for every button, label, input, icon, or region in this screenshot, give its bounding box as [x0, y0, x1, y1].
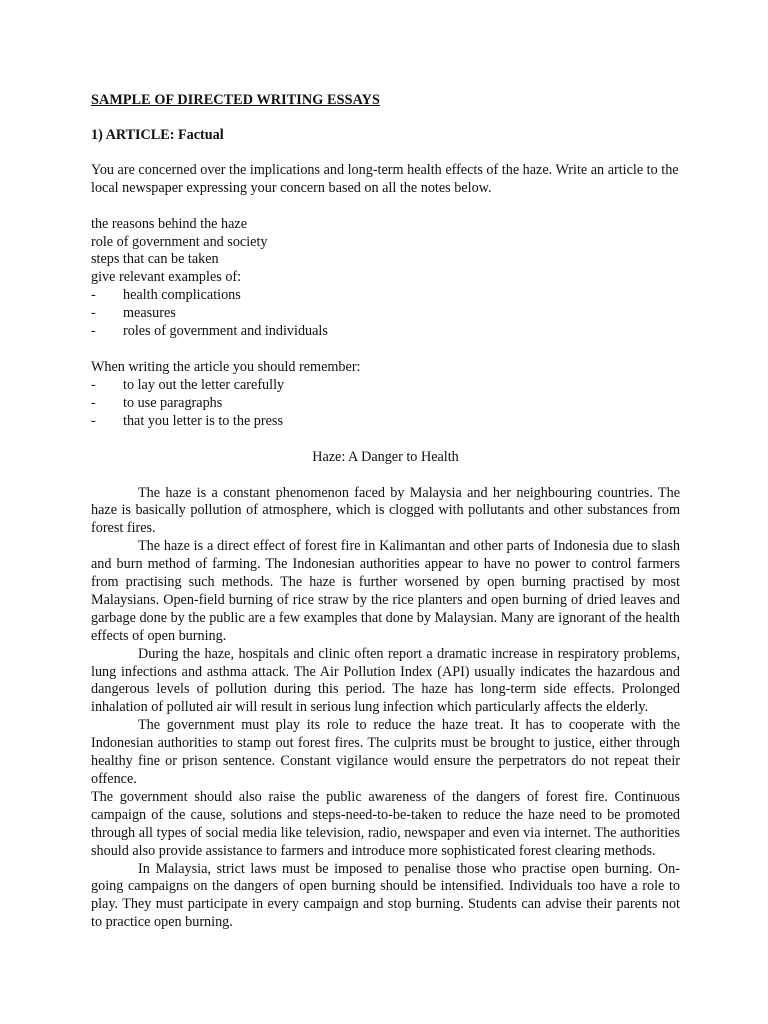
document-heading: SAMPLE OF DIRECTED WRITING ESSAYS [91, 92, 380, 108]
bullet-dash: - [91, 323, 96, 340]
note-bullet [91, 287, 680, 305]
bullet-dash: - [91, 287, 96, 304]
essay-title: Haze: A Danger to Health [312, 448, 459, 465]
remember-bullet [91, 377, 680, 395]
note-line: role of government and society [91, 233, 268, 250]
bullet-dash: - [91, 412, 96, 429]
bullet-dash: - [91, 305, 96, 322]
bullet-dash: - [91, 376, 96, 393]
note-bullet-text: roles of government and individuals [123, 323, 328, 340]
note-bullet-text: measures [123, 305, 176, 322]
essay-paragraph: During the haze, hospitals and clinic often report a dramatic increase in respiratory problems, lung infections and asthma attack. The Air Pollution Index (API) usually indicates the hazardous and dangerous levels of pollution during this period. The haze has long-term side effects. Prolonged inhalation of polluted air will result in serious lung infection which particularly affects the elderly. [91, 645, 680, 716]
note-line: give relevant examples of: [91, 269, 242, 286]
remember-bullet-text: that you letter is to the press [123, 412, 283, 429]
remember-bullet-text: to lay out the letter carefully [123, 376, 285, 393]
remember-intro: When writing the article you should remember: [91, 358, 361, 375]
notes-list [91, 216, 680, 341]
essay-body [91, 485, 680, 933]
remember-list [91, 359, 680, 431]
task-prompt: You are concerned over the implications and long-term health effects of the haze. Write an article to the local newspaper expressing your concern based on all the notes below. [91, 161, 679, 196]
note-bullet [91, 305, 680, 323]
note-bullet [91, 323, 680, 341]
essay-paragraph: The haze is a direct effect of forest fire in Kalimantan and other parts of Indonesia due to slash and burn method of farming. The Indonesian authorities appear to have no power to control farmers from practising such methods. The haze is further worsened by open burning practised by most Malaysians. Open-field burning of rice straw by the rice planters and open burning of dried leaves and garbage done by the public are a few examples that done by Malaysian. Many are ignorant of the health effects of open burning. [91, 538, 680, 644]
note-line: steps that can be taken [91, 251, 219, 268]
note-line: the reasons behind the haze [91, 215, 248, 232]
essay-paragraph: The haze is a constant phenomenon faced by Malaysia and her neighbouring countries. The haze is basically pollution of atmosphere, which is clogged with pollutants and other substances from forest fires. [91, 484, 680, 537]
remember-bullet [91, 395, 680, 413]
essay-paragraph: In Malaysia, strict laws must be imposed to penalise those who practise open burning. On-going campaigns on the dangers of open burning should be intensified. Individuals too have a role to play. They must participate in every campaign and stop burning. Students can advise their parents not to practice open burning. [91, 860, 680, 931]
remember-bullet [91, 413, 680, 431]
section-heading: 1) ARTICLE: Factual [91, 126, 224, 143]
note-bullet-text: health complications [123, 287, 241, 304]
essay-paragraph: The government should also raise the public awareness of the dangers of forest fire. Continuous campaign of the cause, solutions and steps-need-to-be-taken to reduce the haze need to be promoted through all types of social media like television, radio, newspaper and even via internet. The authorities should also provide assistance to farmers and introduce more sophisticated forest clearing methods. [91, 788, 680, 859]
remember-bullet-text: to use paragraphs [123, 394, 223, 411]
essay-paragraph: The government must play its role to reduce the haze treat. It has to cooperate with the Indonesian authorities to stamp out forest fires. The culprits must be brought to justice, either through healthy fine or prison sentence. Constant vigilance would ensure the perpetrators do not repeat their offence. [91, 717, 680, 787]
bullet-dash: - [91, 394, 96, 411]
